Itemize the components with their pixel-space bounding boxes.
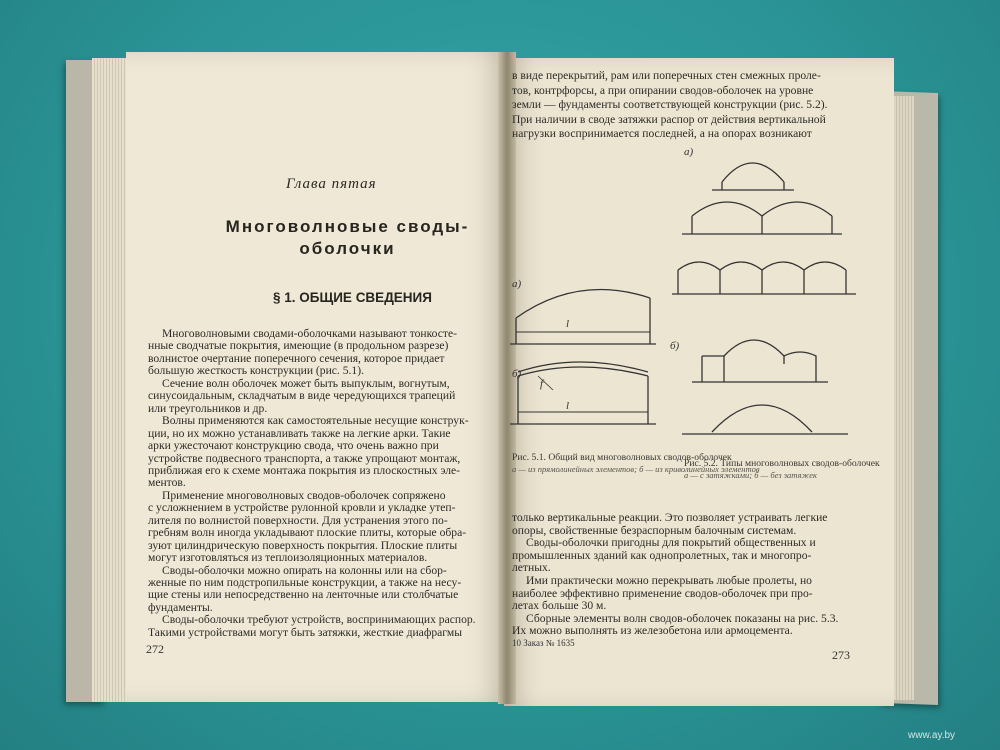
text-line: Ими практически можно перекрывать любые пролеты, но [526, 574, 812, 587]
caption-fig-5-1-sub: а — из прямолинейных элементов; б — из криволинейных элементов [512, 463, 760, 474]
type-a2-arches [692, 202, 832, 216]
text-line: Многоволновыми сводами-оболочками называют тонкосте- [162, 327, 457, 340]
text-line: Такими устройствами могут быть затяжки, жесткие диафрагмы [148, 625, 463, 639]
text-line: приближая его к схеме монтажа покрытия из плоскостных эле- [148, 463, 461, 477]
text-line: Своды-оболочки можно опирать на колонны или на сбор- [162, 563, 447, 577]
text-line: или треугольников и др. [148, 401, 268, 415]
section-heading: § 1. ОБЩИЕ СВЕДЕНИЯ [273, 290, 432, 305]
caption-fig-5-2-sub: а — с затяжками; б — без затяжек [684, 469, 818, 480]
text-line: нные сводчатые покрытия, имеющие (в продольном разрезе) [148, 339, 449, 353]
text-line: Сборные элементы волн сводов-оболочек показаны на рис. 5.3. [526, 611, 839, 625]
vault-arc-b-inner [518, 367, 648, 376]
text-line: Их можно выполнять из железобетона или армоцемента. [512, 624, 793, 638]
caption-fig-5-2-title: Рис. 5.2. Типы многоволновых сводов-оболочек [684, 458, 880, 469]
figure-5-2 [672, 142, 868, 452]
vault-arc-a [516, 290, 650, 318]
caption-fig-5-1-title: Рис. 5.1. Общий вид многоволновых сводов-оболочек [512, 452, 732, 463]
page-number-right: 273 [832, 648, 850, 662]
type-a3-arches [678, 262, 846, 270]
fig1-label-f: f [540, 378, 544, 390]
fig1-label-l-b: l [566, 400, 570, 412]
text-line: большую жесткость конструкции (рис. 5.1). [148, 364, 364, 378]
text-line: лителя по волнистой поверхности. Для устранения этого по- [148, 513, 448, 527]
text-line: щие стены или непосредственно на ленточные или столбчатые [148, 588, 459, 602]
chapter-title: Многоволновые своды-оболочки [225, 217, 470, 258]
text-line: земли — фундаменты соответствующей конструкции (рис. 5.2). [512, 98, 828, 112]
text-line: Сечение волн оболочек может быть выпуклым, вогнутым, [162, 376, 450, 390]
text-line: синусоидальным, складчатым в виде чередующихся трапеций [148, 389, 456, 403]
text-line: женные по ним подстропильные конструкции, а также на несу- [148, 576, 462, 589]
type-b1-arches [702, 340, 816, 382]
fig2-label-b: б) [670, 340, 680, 352]
text-line: Своды-оболочки пригодны для покрытий общественных и [526, 536, 816, 550]
text-line: ции, но их можно устанавливать также на легкие арки. Такие [148, 426, 451, 440]
text-line: арки ужесточают конструкцию свода, что очень важно при [148, 439, 439, 453]
text-line: нагрузки воспринимается последней, а на опорах возникают [512, 127, 812, 141]
text-line: Своды-оболочки требуют устройств, воспринимающих распор. [162, 613, 476, 627]
text-line: в виде перекрытий, рам или поперечных стен смежных проле- [512, 69, 821, 82]
fig2-label-a: а) [684, 146, 694, 158]
text-line: летах больше 30 м. [512, 599, 607, 613]
caption-fig-5-2 [684, 458, 880, 481]
text-line: наиболее эффективно применение сводов-оболочек при про- [512, 586, 813, 600]
print-order-footer: 10 Заказ № 1635 [512, 638, 575, 648]
text-line: фундаменты. [148, 600, 213, 614]
page-number-left: 272 [146, 642, 164, 656]
fig1-label-l-a: l [566, 318, 570, 330]
watermark: www.ay.by [908, 730, 956, 741]
text-line: тов, контрфорсы, а при опирании сводов-оболочек на уровне [512, 83, 814, 97]
text-line: могут изготовляться из теплоизоляционных материалов. [148, 551, 428, 565]
fig1-label-a: а) [512, 278, 522, 290]
text-line: ментов. [148, 476, 186, 490]
text-line: летных. [512, 561, 551, 575]
text-line: промышленных зданий как однопролетных, так и многопро- [512, 548, 812, 562]
text-line: При наличии в своде затяжки распор от действия вертикальной [512, 112, 826, 126]
type-a1-arch [722, 163, 784, 182]
text-line: с усложнением в устройстве рулонной кровли и укладке утеп- [148, 501, 456, 515]
type-b2-arch [712, 405, 812, 432]
fig1-label-b: б) [512, 368, 522, 380]
text-line: Волны применяются как самостоятельные несущие конструк- [162, 414, 469, 428]
text-line: Применение многоволновых сводов-оболочек сопряжено [162, 488, 446, 502]
text-line: устройстве подвесного транспорта, а также упрощают монтаж, [148, 451, 461, 465]
chapter-heading: Глава пятая [286, 176, 377, 192]
text-line: только вертикальные реакции. Это позволяет устраивать легкие [512, 511, 828, 524]
text-line: волнистое очертание поперечного сечения, которое придает [148, 351, 445, 365]
figure-5-1 [508, 272, 658, 442]
text-line: опоры, свойственные безраспорным балочным системам. [512, 523, 797, 537]
text-line: гребням волн иногда укладывают плоские плиты, которые обра- [148, 526, 467, 540]
text-line: зуют цилиндрическую поверхность покрытия. Плоские плиты [148, 538, 458, 552]
